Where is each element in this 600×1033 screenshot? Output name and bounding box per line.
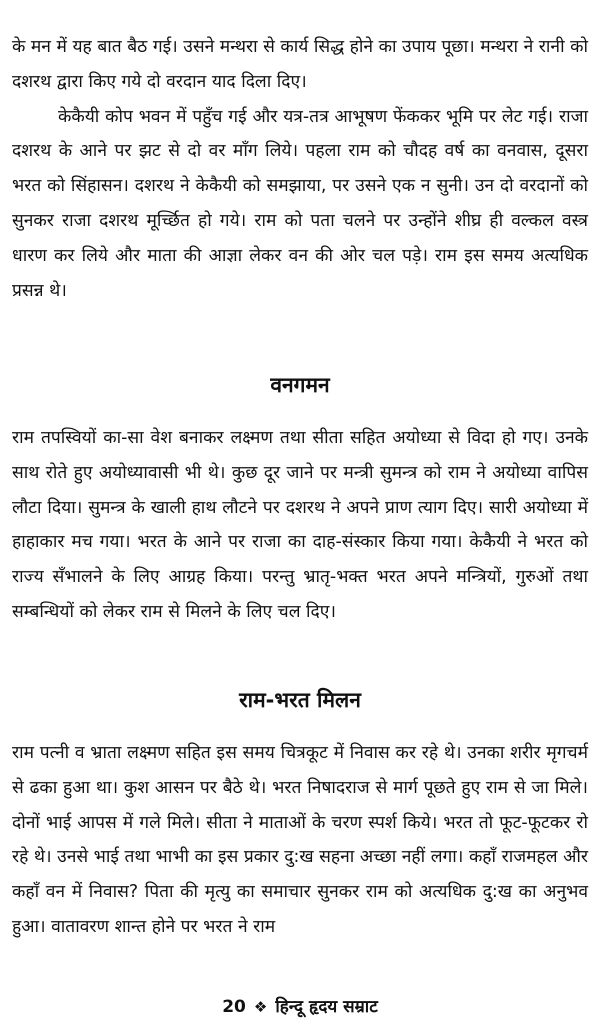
page-footer [12, 993, 588, 1021]
paragraph-ram-bharat-milan: राम पत्नी व भ्राता लक्ष्मण सहित इस समय चित्रकूट में निवास कर रहे थे। उनका शरीर मृगचर्म से ढका हुआ था। कुश आसन पर बैठे थे। भरत निषादराज से मार्ग पूछते हुए राम से जा मिले। दोनों भाई आपस में गले मिले। सीता ने माताओं के चरण स्पर्श किये। भरत तो फूट-फूटकर रो रहे थे। उनसे भाई तथा भाभी का इस प्रकार दु:ख सहना अच्छा नहीं लगा। कहाँ राजमहल और कहाँ वन में निवास? पिता की मृत्यु का समाचार सुनकर राम को अत्यधिक दु:ख का अनुभव हुआ। वातावरण शान्त होने पर भरत ने राम [12, 743, 588, 937]
paragraph-manthara-advice: के मन में यह बात बैठ गई। उसने मन्थरा से कार्य सिद्ध होने का उपाय पूछा। मन्थरा ने रानी को दशरथ द्वारा किए गये दो वरदान याद दिला दिए। [12, 37, 588, 92]
ornament-separator-icon: ❖ [253, 998, 268, 1016]
paragraph-block-kaikeyi [12, 30, 588, 308]
paragraph-vanagaman: राम तपस्वियों का-सा वेश बनाकर लक्ष्मण तथा सीता सहित अयोध्या से विदा हो गए। उनके साथ रोते हुए अयोध्यावासी भी थे। कुछ दूर जाने पर मन्त्री सुमन्त्र को राम ने अयोध्या वापिस लौटा दिया। सुमन्त्र के खाली हाथ लौटने पर दशरथ ने अपने प्राण त्याग दिए। सारी अयोध्या में हाहाकार मच गया। भरत के आने पर राजा का दाह-संस्कार किया गया। केकैयी ने भरत को राज्य सँभालने के लिए आग्रह किया। परन्तु भ्रातृ-भक्त भरत अपने मन्त्रियों, गुरुओं तथा सम्बन्धियों को लेकर राम से मिलने के लिए चल दिए। [12, 428, 588, 622]
section-heading-vanagaman: वनगमन [270, 373, 330, 397]
page-number: 20 [222, 997, 246, 1017]
book-title: हिन्दू हृदय सम्राट [275, 997, 378, 1017]
paragraph-kop-bhavan: केकैयी कोप भवन में पहुँच गई और यत्र-तत्र आभूषण फेंककर भूमि पर लेट गई। राजा दशरथ के आने पर झट से दो वर माँग लिये। पहला राम को चौदह वर्ष का वनवास, दूसरा भरत को सिंहासन। दशरथ ने केकैयी को समझाया, पर उसने एक न सुनी। उन दो वरदानों को सुनकर राजा दशरथ मूर्च्छित हो गये। राम को पता चलने पर उन्होंने शीघ्र ही वल्कल वस्त्र धारण कर लिये और माता की आज्ञा लेकर वन की ओर चल पड़े। राम इस समय अत्यधिक प्रसन्न थे। [12, 106, 588, 301]
section-heading-ram-bharat-milan: राम-भरत मिलन [239, 688, 361, 712]
book-page [12, 0, 588, 1033]
